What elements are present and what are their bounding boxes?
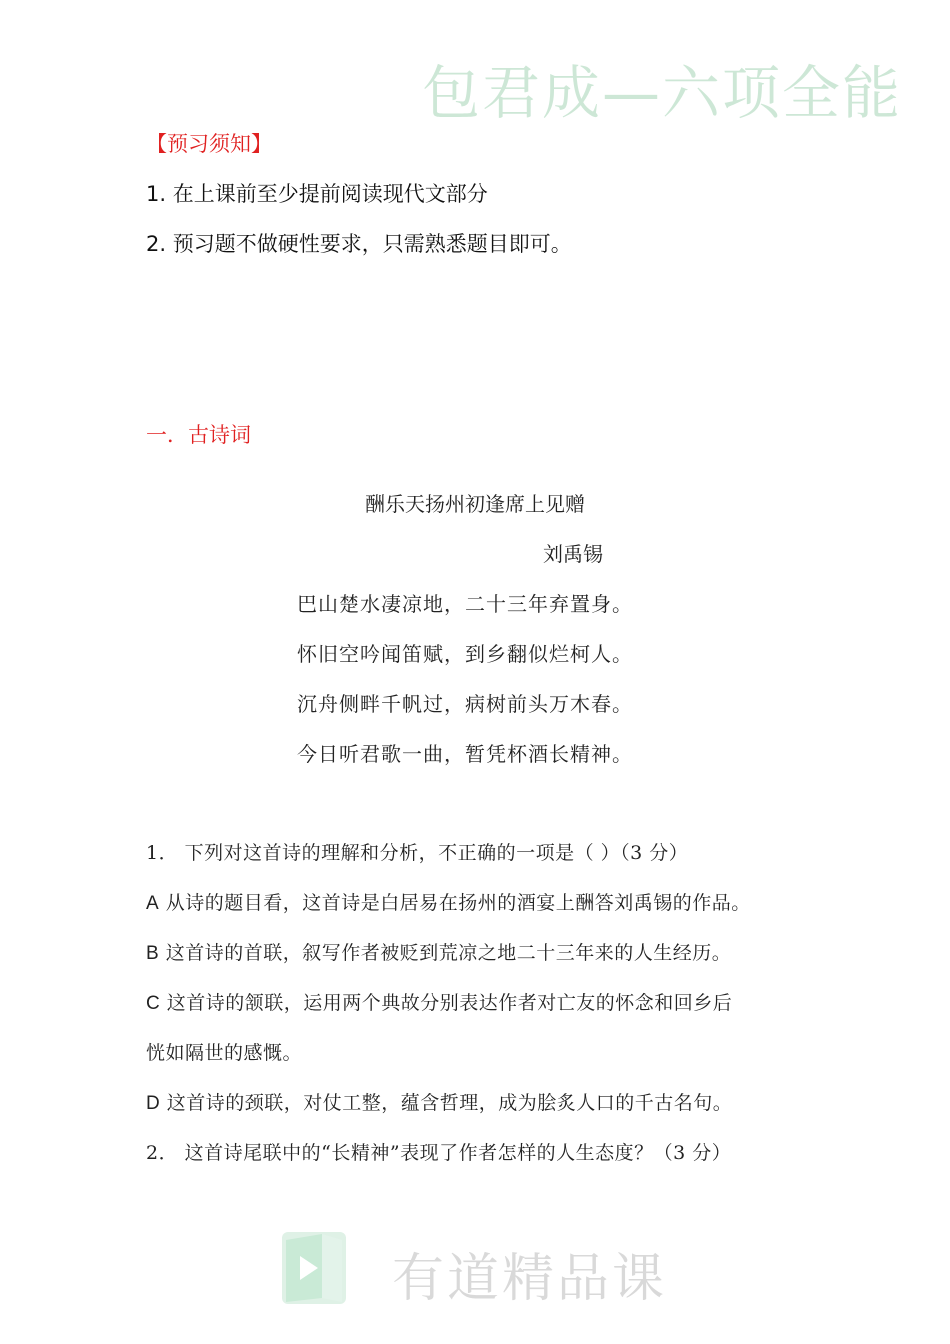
option-a-letter: A — [146, 893, 160, 914]
poem-author: 刘禹锡 — [543, 542, 603, 566]
question-1-stem: 下列对这首诗的理解和分析，不正确的一项是（ ）（3 分） — [184, 842, 689, 864]
watermark-top: 包君成—六项全能 — [421, 59, 902, 127]
option-b-text: 这首诗的首联，叙写作者被贬到荒凉之地二十三年来的人生经历。 — [165, 942, 732, 964]
option-b-letter: B — [146, 943, 160, 964]
option-d — [146, 1088, 732, 1115]
notice-item-2: 2. 预习题不做硬性要求，只需熟悉题目即可。 — [146, 232, 572, 256]
poem-line-4: 今日听君歌一曲，暂凭杯酒长精神。 — [297, 742, 633, 766]
option-c-text: 这首诗的颔联，运用两个典故分别表达作者对亡友的怀念和回乡后 — [166, 992, 733, 1014]
option-c-continued: 恍如隔世的感慨。 — [146, 1042, 303, 1064]
option-a — [146, 888, 751, 915]
poem-line-2: 怀旧空吟闻笛赋，到乡翻似烂柯人。 — [297, 642, 633, 666]
bottom-watermark-text: 有道精品课 — [392, 1249, 668, 1309]
poem-title: 酬乐天扬州初逢席上见赠 — [365, 492, 585, 516]
poem-line-3: 沉舟侧畔千帆过，病树前头万木春。 — [297, 692, 633, 716]
question-2-number: 2． — [146, 1142, 179, 1164]
play-book-icon — [282, 1232, 346, 1304]
question-1 — [146, 838, 688, 865]
question-1-number: 1． — [146, 842, 179, 864]
option-c — [146, 988, 732, 1015]
option-d-text: 这首诗的颈联，对仗工整，蕴含哲理，成为脍炙人口的千古名句。 — [166, 1092, 733, 1114]
option-a-text: 从诗的题目看，这首诗是白居易在扬州的酒宴上酬答刘禹锡的作品。 — [165, 892, 751, 914]
section-title: 一．古诗词 — [146, 423, 251, 447]
poem-line-1: 巴山楚水凄凉地，二十三年弃置身。 — [297, 592, 633, 616]
notice-title: 【预习须知】 — [146, 132, 272, 156]
option-d-letter: D — [146, 1093, 161, 1114]
question-2 — [146, 1138, 731, 1165]
option-b — [146, 938, 731, 965]
question-2-stem: 这首诗尾联中的“长精神”表现了作者怎样的人生态度？（3 分） — [184, 1142, 732, 1164]
notice-item-1: 1. 在上课前至少提前阅读现代文部分 — [146, 182, 488, 206]
option-c-letter: C — [146, 993, 161, 1014]
